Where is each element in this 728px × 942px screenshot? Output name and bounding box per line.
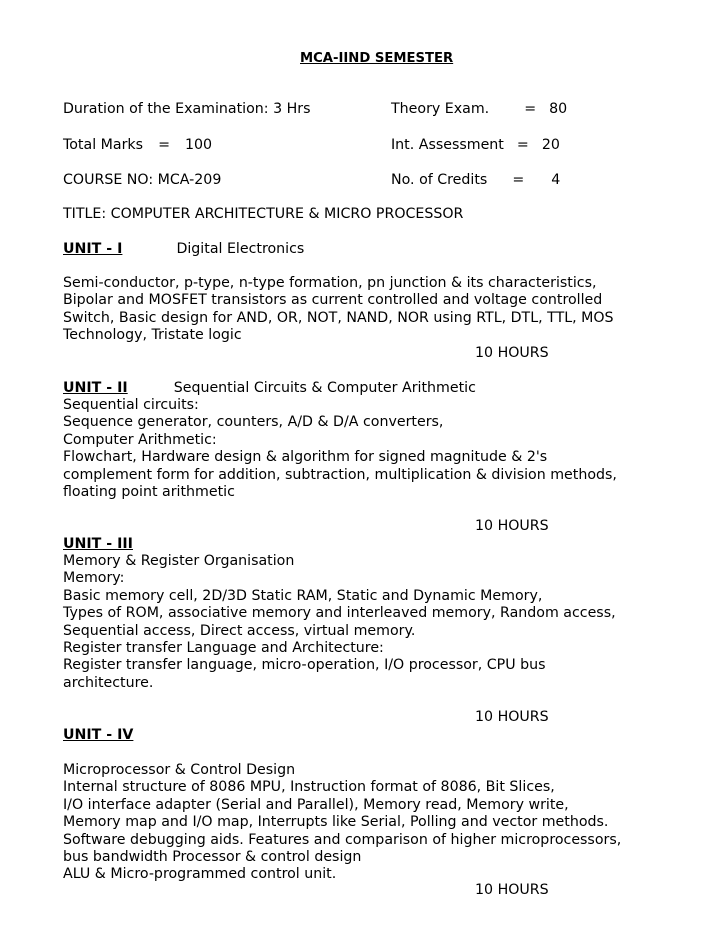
- unit-3-line: architecture.: [63, 674, 154, 691]
- unit-4-header: [63, 727, 133, 744]
- unit-3-line: Types of ROM, associative memory and interleaved memory, Random access,: [63, 605, 616, 622]
- unit-1-heading: Digital Electronics: [176, 241, 305, 257]
- unit-1-line: Technology, Tristate logic: [63, 327, 242, 344]
- unit-3-line: Sequential access, Direct access, virtual memory.: [63, 622, 416, 639]
- unit-2-line: floating point arithmetic: [63, 484, 235, 501]
- int-assessment-eq: =: [516, 137, 529, 153]
- unit-1-line: Semi-conductor, p-type, n-type formation, pn junction & its characteristics,: [63, 275, 597, 291]
- unit-4-line: Software debugging aids. Features and comparison of higher microprocessors,: [63, 831, 622, 848]
- unit-2-heading: Sequential Circuits & Computer Arithmetic: [173, 380, 476, 396]
- unit-4-hours: 10 HOURS: [475, 882, 549, 898]
- unit-1-body: [63, 275, 614, 345]
- unit-2-line: Computer Arithmetic:: [63, 431, 217, 448]
- unit-3-header: [63, 536, 133, 553]
- unit-2-header: [63, 380, 476, 397]
- credits-eq: =: [512, 172, 525, 188]
- unit-4-body: [63, 762, 621, 884]
- int-assessment-row: [391, 137, 560, 153]
- unit-4-line: bus bandwidth Processor & control design: [63, 849, 362, 866]
- unit-2-line: Sequential circuits:: [63, 397, 199, 413]
- unit-3-line: Register transfer Language and Architecture:: [63, 640, 384, 657]
- unit-3-line: Basic memory cell, 2D/3D Static RAM, Static and Dynamic Memory,: [63, 587, 543, 604]
- unit-2-label: UNIT - II: [63, 380, 128, 396]
- total-marks-row: [63, 137, 212, 154]
- course-title: TITLE: COMPUTER ARCHITECTURE & MICRO PROCESSOR: [63, 206, 464, 222]
- unit-1-line: Bipolar and MOSFET transistors as current controlled and voltage controlled: [63, 292, 603, 309]
- total-marks-label: Total Marks: [63, 137, 144, 153]
- unit-4-line: ALU & Micro-programmed control unit.: [63, 866, 337, 883]
- unit-3-line: Memory:: [63, 570, 125, 587]
- duration-label: Duration of the Examination: 3 Hrs: [63, 101, 311, 117]
- int-assessment-label: Int. Assessment: [391, 137, 504, 153]
- total-marks-value: 100: [184, 137, 213, 153]
- unit-4-line: Memory map and I/O map, Interrupts like Serial, Polling and vector methods.: [63, 814, 609, 831]
- page-title: MCA-IIND SEMESTER: [300, 51, 454, 66]
- unit-1-label: UNIT - I: [63, 241, 123, 257]
- unit-2-line: Sequence generator, counters, A/D & D/A converters,: [63, 414, 444, 431]
- theory-exam-label: Theory Exam.: [391, 101, 490, 117]
- unit-2-line: Flowchart, Hardware design & algorithm for signed magnitude & 2's: [63, 449, 548, 466]
- theory-exam-row: [391, 101, 567, 117]
- unit-1-line: Switch, Basic design for AND, OR, NOT, NAND, NOR using RTL, DTL, TTL, MOS: [63, 309, 614, 326]
- course-no: COURSE NO: MCA-209: [63, 172, 222, 188]
- unit-3-heading: Memory & Register Organisation: [63, 553, 295, 569]
- unit-4-line: Internal structure of 8086 MPU, Instruction format of 8086, Bit Slices,: [63, 779, 555, 796]
- unit-3-hours: 10 HOURS: [475, 709, 549, 725]
- total-marks-eq: =: [158, 137, 170, 153]
- unit-4-line: I/O interface adapter (Serial and Parallel), Memory read, Memory write,: [63, 796, 569, 813]
- credits-row: [391, 172, 560, 188]
- course-no-row: [63, 172, 221, 189]
- unit-2-hours: 10 HOURS: [475, 518, 549, 534]
- unit-2-line: complement form for addition, subtraction, multiplication & division methods,: [63, 466, 617, 483]
- credits-value: 4: [551, 172, 561, 188]
- theory-exam-value: 80: [549, 101, 568, 117]
- theory-exam-eq: =: [524, 101, 537, 117]
- unit-2-body: [63, 397, 617, 501]
- unit-1-header: [63, 241, 304, 258]
- int-assessment-value: 20: [541, 137, 560, 153]
- unit-3-line: Register transfer language, micro-operation, I/O processor, CPU bus: [63, 657, 546, 674]
- unit-4-heading: Microprocessor & Control Design: [63, 762, 296, 778]
- duration-row: [63, 101, 311, 118]
- unit-1-hours: 10 HOURS: [475, 345, 549, 361]
- unit-3-label: UNIT - III: [63, 536, 133, 552]
- unit-4-label: UNIT - IV: [63, 727, 134, 743]
- unit-3-body: [63, 553, 616, 692]
- credits-label: No. of Credits: [391, 172, 488, 188]
